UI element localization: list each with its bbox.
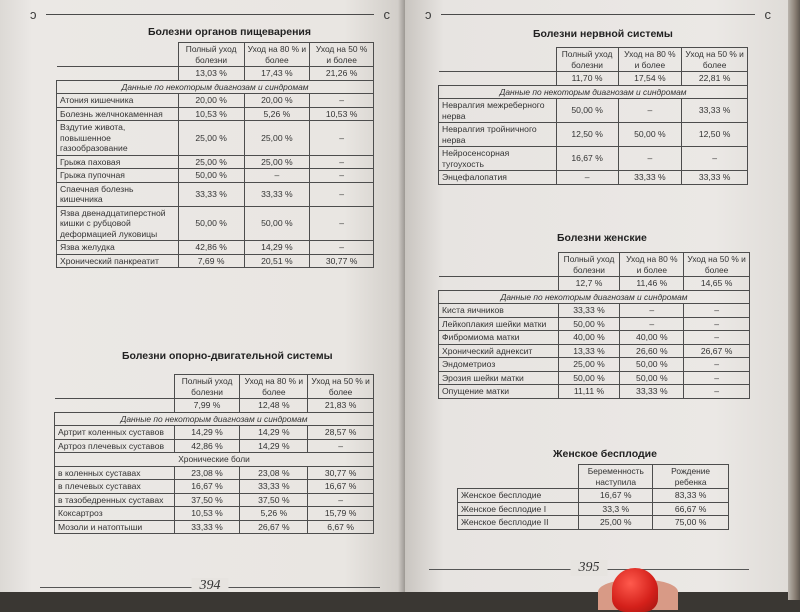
table-row [55, 493, 374, 507]
row-value: 14,29 % [240, 439, 308, 453]
row-value: – [310, 169, 374, 183]
row-value: – [620, 304, 684, 318]
table-row [55, 520, 374, 534]
row-label: Грыжа пупочная [57, 169, 179, 183]
row-value: 33,33 % [558, 304, 620, 318]
header-row [458, 465, 729, 489]
blank-cell [439, 72, 557, 86]
row-value: 25,00 % [178, 155, 244, 169]
row-value: – [244, 169, 310, 183]
row-label: Атония кишечника [57, 94, 179, 108]
table-row [439, 99, 748, 123]
header-row [57, 43, 374, 67]
row-value: 33,33 % [620, 385, 684, 399]
row-value: 6,67 % [308, 520, 374, 534]
row-value: 28,57 % [308, 426, 374, 440]
row-value: – [684, 304, 750, 318]
page-number-left: 394 [192, 578, 229, 592]
row-value: – [310, 155, 374, 169]
row-value: 11,11 % [558, 385, 620, 399]
book-edge [788, 0, 800, 600]
section-title-digestive: Болезни органов пищеварения [148, 26, 312, 38]
header-row [439, 48, 748, 72]
row-value: 30,77 % [310, 254, 374, 268]
row-label: Артроз плечевых суставов [55, 439, 175, 453]
total-value: 12,7 % [558, 277, 620, 291]
row-value: 12,50 % [556, 123, 618, 147]
row-value: 50,00 % [558, 317, 620, 331]
row-value: 40,00 % [558, 331, 620, 345]
row-value: 42,86 % [174, 439, 240, 453]
row-label: Нейросенсорная тугоухость [439, 147, 557, 171]
footer-ornament [40, 580, 380, 592]
blank-cell [57, 43, 179, 67]
row-value: – [684, 385, 750, 399]
total-value: 22,81 % [682, 72, 748, 86]
row-value: 7,69 % [178, 254, 244, 268]
row-value: 15,79 % [308, 507, 374, 521]
row-label: в плечевых суставах [55, 480, 175, 494]
row-value: – [310, 94, 374, 108]
row-label: Фибромиома матки [439, 331, 559, 345]
row-label: Женское бесплодие I [458, 502, 579, 516]
row-label: в коленных суставах [55, 466, 175, 480]
digestive-table [56, 42, 374, 268]
table-row [57, 155, 374, 169]
row-value: – [308, 493, 374, 507]
blank-cell [439, 277, 559, 291]
table-row [55, 507, 374, 521]
table-row [57, 94, 374, 108]
row-value: 33,33 % [178, 182, 244, 206]
row-label: Вздутие живота, повышенное газообразование [57, 121, 179, 156]
column-header: Полный уход болезни [174, 375, 240, 399]
row-value: 33,33 % [682, 99, 748, 123]
total-value: 17,43 % [244, 67, 310, 81]
row-value: 33,33 % [174, 520, 240, 534]
column-header: Уход на 80 % и более [240, 375, 308, 399]
row-value: 75,00 % [653, 516, 729, 530]
row-label: Лейкоплакия шейки матки [439, 317, 559, 331]
table-row [439, 171, 748, 185]
musculo-table [54, 374, 374, 534]
row-value: 16,67 % [579, 489, 653, 503]
table-row [55, 466, 374, 480]
row-value: 14,29 % [244, 241, 310, 255]
blank-cell [458, 465, 579, 489]
total-value: 12,48 % [240, 399, 308, 413]
row-value: 50,00 % [620, 371, 684, 385]
row-value: 14,29 % [174, 426, 240, 440]
table-row [439, 331, 750, 345]
nervous-table [438, 47, 748, 185]
column-header: Уход на 50 % и более [308, 375, 374, 399]
section-title-musculo: Болезни опорно-двигательной системы [122, 350, 333, 362]
row-value: 10,53 % [174, 507, 240, 521]
total-value: 11,70 % [556, 72, 618, 86]
row-value: – [310, 206, 374, 241]
subheading: Данные по некоторым диагнозам и синдромам [439, 290, 750, 304]
table-row [57, 241, 374, 255]
row-value: 23,08 % [240, 466, 308, 480]
row-value: – [556, 171, 618, 185]
row-value: – [618, 147, 682, 171]
row-value: 50,00 % [244, 206, 310, 241]
row-label: Женское бесплодие II [458, 516, 579, 530]
row-value: 42,86 % [178, 241, 244, 255]
table-row [57, 107, 374, 121]
row-value: 33,33 % [618, 171, 682, 185]
row-value: – [682, 147, 748, 171]
table-row [57, 121, 374, 156]
female-table [438, 252, 750, 399]
table-row [439, 304, 750, 318]
column-header: Рождение ребенка [653, 465, 729, 489]
row-label: Коксартроз [55, 507, 175, 521]
row-value: 25,00 % [579, 516, 653, 530]
table-row [439, 344, 750, 358]
total-value: 14,65 % [684, 277, 750, 291]
row-label: Спаечная болезнь кишечника [57, 182, 179, 206]
section-title-infertility: Женское бесплодие [553, 448, 657, 460]
subheading-row [55, 453, 374, 467]
row-value: – [310, 241, 374, 255]
table-row [439, 123, 748, 147]
table-row [458, 516, 729, 530]
row-value: 16,67 % [308, 480, 374, 494]
row-value: – [684, 331, 750, 345]
row-value: 25,00 % [244, 121, 310, 156]
row-value: 83,33 % [653, 489, 729, 503]
totals-row [55, 399, 374, 413]
subheading: Данные по некоторым диагнозам и синдромам [57, 80, 374, 94]
ornament-curl-icon: c [764, 7, 771, 22]
blank-cell [55, 399, 175, 413]
subheading-row [57, 80, 374, 94]
blank-cell [439, 48, 557, 72]
table-row [55, 426, 374, 440]
row-label: Артрит коленных суставов [55, 426, 175, 440]
row-value: – [618, 99, 682, 123]
column-header: Беременность наступила [579, 465, 653, 489]
row-value: 13,33 % [558, 344, 620, 358]
subheading-row [439, 85, 748, 99]
row-value: – [684, 317, 750, 331]
column-header: Полный уход болезни [178, 43, 244, 67]
column-header: Уход на 80 % и более [244, 43, 310, 67]
header-row [439, 253, 750, 277]
table-row [439, 317, 750, 331]
row-value: 37,50 % [240, 493, 308, 507]
totals-row [439, 72, 748, 86]
row-value: 16,67 % [174, 480, 240, 494]
row-value: – [310, 182, 374, 206]
table-row [439, 371, 750, 385]
table-row [57, 169, 374, 183]
table-row [55, 480, 374, 494]
row-value: 50,00 % [556, 99, 618, 123]
table-row [55, 439, 374, 453]
row-label: Энцефалопатия [439, 171, 557, 185]
total-value: 17,54 % [618, 72, 682, 86]
ornament-curl-icon: ↄ [425, 7, 432, 22]
row-label: Грыжа паховая [57, 155, 179, 169]
row-value: 25,00 % [244, 155, 310, 169]
row-value: 33,33 % [244, 182, 310, 206]
left-page [0, 0, 405, 592]
row-value: – [684, 371, 750, 385]
row-label: Женское бесплодие [458, 489, 579, 503]
row-value: – [684, 358, 750, 372]
section-title-female: Болезни женские [557, 232, 647, 244]
table-row [439, 385, 750, 399]
table-row [57, 206, 374, 241]
row-value: 50,00 % [620, 358, 684, 372]
row-value: 30,77 % [308, 466, 374, 480]
totals-row [57, 67, 374, 81]
total-value: 21,26 % [310, 67, 374, 81]
row-value: 25,00 % [178, 121, 244, 156]
row-value: 26,67 % [240, 520, 308, 534]
column-header: Уход на 50 % и более [310, 43, 374, 67]
row-label: Болезнь желчнокаменная [57, 107, 179, 121]
subheading-row [439, 290, 750, 304]
row-label: Эндометриоз [439, 358, 559, 372]
table-row [439, 147, 748, 171]
row-value: – [620, 317, 684, 331]
ornament-curl-icon: ↄ [30, 7, 37, 22]
row-label: Хронический аднексит [439, 344, 559, 358]
row-value: 66,67 % [653, 502, 729, 516]
row-value: 50,00 % [618, 123, 682, 147]
total-value: 13,03 % [178, 67, 244, 81]
table-row [57, 254, 374, 268]
row-value: 50,00 % [178, 206, 244, 241]
row-value: 16,67 % [556, 147, 618, 171]
totals-row [439, 277, 750, 291]
row-label: в тазобедренных суставах [55, 493, 175, 507]
column-header: Полный уход болезни [558, 253, 620, 277]
subheading-row [55, 412, 374, 426]
row-label: Язва двенадцатиперстной кишки с рубцовой деформацией луковицы [57, 206, 179, 241]
total-value: 7,99 % [174, 399, 240, 413]
row-value: 5,26 % [244, 107, 310, 121]
row-value: 14,29 % [240, 426, 308, 440]
row-value: 12,50 % [682, 123, 748, 147]
row-label: Опущение матки [439, 385, 559, 399]
header-ornament [30, 8, 390, 22]
row-label: Невралгия тройничного нерва [439, 123, 557, 147]
row-value: 50,00 % [178, 169, 244, 183]
total-value: 11,46 % [620, 277, 684, 291]
row-value: 20,51 % [244, 254, 310, 268]
row-value: 25,00 % [558, 358, 620, 372]
infertility-table [457, 464, 729, 530]
row-value: – [310, 121, 374, 156]
row-label: Эрозия шейки матки [439, 371, 559, 385]
row-label: Киста яичников [439, 304, 559, 318]
subheading: Данные по некоторым диагнозам и синдромам [439, 85, 748, 99]
blank-cell [439, 253, 559, 277]
row-label: Невралгия межреберного нерва [439, 99, 557, 123]
row-value: 33,3 % [579, 502, 653, 516]
row-value: 50,00 % [558, 371, 620, 385]
row-value: 37,50 % [174, 493, 240, 507]
subheading: Хронические боли [55, 453, 374, 467]
row-value: 26,67 % [684, 344, 750, 358]
subheading: Данные по некоторым диагнозам и синдромам [55, 412, 374, 426]
section-title-nervous: Болезни нервной системы [533, 28, 673, 40]
table-row [439, 358, 750, 372]
row-value: 26,60 % [620, 344, 684, 358]
row-value: 40,00 % [620, 331, 684, 345]
header-row [55, 375, 374, 399]
row-value: 33,33 % [240, 480, 308, 494]
fingernail [612, 568, 658, 612]
header-ornament [425, 8, 771, 22]
table-row [458, 489, 729, 503]
page-number-right: 395 [571, 560, 608, 576]
ornament-curl-icon: c [383, 7, 390, 22]
row-value: 10,53 % [310, 107, 374, 121]
row-value: – [308, 439, 374, 453]
blank-cell [55, 375, 175, 399]
row-label: Язва желудка [57, 241, 179, 255]
row-value: 5,26 % [240, 507, 308, 521]
row-value: 33,33 % [682, 171, 748, 185]
table-row [57, 182, 374, 206]
column-header: Уход на 50 % и более [684, 253, 750, 277]
row-label: Хронический панкреатит [57, 254, 179, 268]
column-header: Уход на 80 % и более [618, 48, 682, 72]
row-value: 20,00 % [244, 94, 310, 108]
right-page [405, 0, 793, 592]
table-row [458, 502, 729, 516]
column-header: Уход на 50 % и более [682, 48, 748, 72]
row-value: 10,53 % [178, 107, 244, 121]
column-header: Уход на 80 % и более [620, 253, 684, 277]
row-value: 23,08 % [174, 466, 240, 480]
row-label: Мозоли и натоптыши [55, 520, 175, 534]
column-header: Полный уход болезни [556, 48, 618, 72]
footer-ornament [429, 562, 749, 576]
blank-cell [57, 67, 179, 81]
total-value: 21,83 % [308, 399, 374, 413]
row-value: 20,00 % [178, 94, 244, 108]
